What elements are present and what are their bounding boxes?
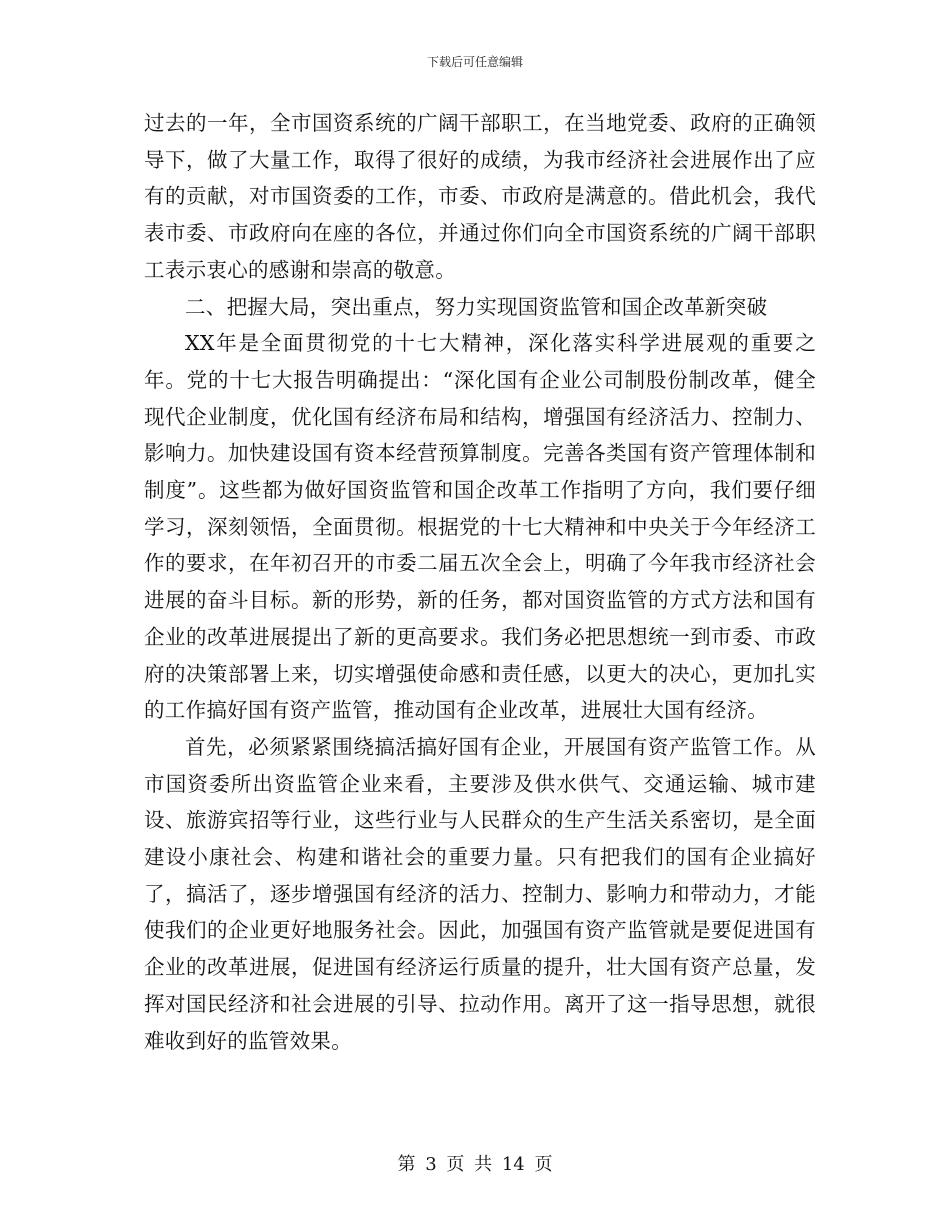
section-heading: 二、把握大局，突出重点，努力实现国资监管和国企改革新突破 <box>185 294 768 319</box>
page-number: 第 3 页 共 14 页 <box>397 1154 553 1175</box>
paragraph-thanks: 过去的一年，全市国资系统的广阔干部职工，在当地党委、政府的正确领导下，做了大量工作，取得了很好的成绩，为我市经济社会进展作出了应有的贡献，对市国资委的工作，市委、市政府是满意的。借此机会，我代表市委、市政府向在座的各位，并通过你们向全市国资系统的广阔干部职工表示衷心的感谢和崇高的敬意。 <box>144 111 816 282</box>
document-body <box>144 105 816 1059</box>
paragraph-seventeenth-congress: XX年是全面贯彻党的十七大精神，深化落实科学进展观的重要之年。党的十七大报告明确提出：“深化国有企业公司制股份制改革，健全现代企业制度，优化国有经济布局和结构，增强国有经济活力、控制力、影响力。加快建设国有资本经营预算制度。完善各类国有资产管理体制和制度”。这些都为做好国资监管和国企改革工作指明了方向，我们要仔细学习，深刻领悟，全面贯彻。根据党的十七大精神和中央关于今年经济工作的要求，在年初召开的市委二届五次全会上，明确了今年我市经济社会进展的奋斗目标。新的形势，新的任务，都对国资监管的方式方法和国有企业的改革进展提出了新的更高要求。我们务必把思想统一到市委、市政府的决策部署上来，切实增强使命感和责任感，以更大的决心，更加扎实的工作搞好国有资产监管，推动国有企业改革，进展壮大国有经济。 <box>144 331 816 723</box>
paragraph-first-point: 首先，必须紧紧围绕搞活搞好国有企业，开展国有资产监管工作。从市国资委所出资监管企业来看，主要涉及供水供气、交通运输、城市建设、旅游宾招等行业，这些行业与人民群众的生产生活关系密切，是全面建设小康社会、构建和谐社会的重要力量。只有把我们的国有企业搞好了，搞活了，逐步增强国有经济的活力、控制力、影响力和带动力，才能使我们的企业更好地服务社会。因此，加强国有资产监管就是要促进国有企业的改革进展，促进国有经济运行质量的提升，壮大国有资产总量，发挥对国民经济和社会进展的引导、拉动作用。离开了这一指导思想，就很难收到好的监管效果。 <box>144 734 816 1053</box>
page-header: 下载后可任意编辑 <box>426 55 523 69</box>
